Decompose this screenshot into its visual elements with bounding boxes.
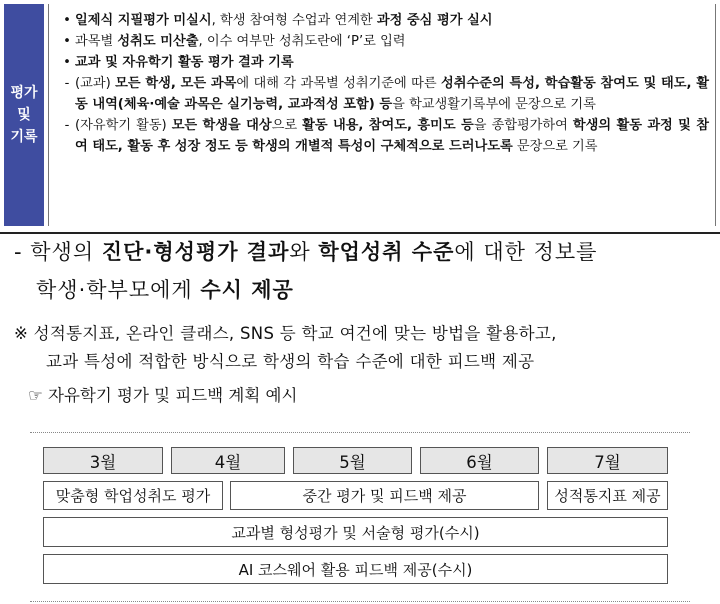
section-bullets [59,10,709,157]
text-run: 진단·형성평가 결과 [101,240,290,264]
text-run: (자유학기 활동) [75,118,172,133]
info-line-2 [14,274,714,306]
item-text [75,115,709,157]
text-run: 에 대한 정보를 [454,240,598,264]
dash-marker: - [64,76,70,91]
sub-item [59,115,709,157]
month-june: 6월 [420,447,539,474]
text-run: 학생의 활동 과정 및 참여 태도, 활동 후 성장 정도 등 학생의 개별적 특성이 구체적으로 드러나도록 [75,118,710,154]
text-run: 수시 제공 [200,278,294,302]
ai-courseware-bar: AI 코스웨어 활용 피드백 제공(수시) [43,554,668,584]
item-text [75,31,709,52]
text-run: 교과 및 자유학기 활동 평가 결과 기록 [75,55,294,70]
bullet-item [59,31,709,52]
text-run: 성취수준의 특성, 학습활동 참여도 및 태도, 활동 내역(체육·예술 과목은 실기능력, 교과적성 포함) 등 [75,76,709,112]
formative-eval-bar: 교과별 형성평가 및 서술형 평가(수시) [43,517,668,547]
text-run: (교과) [75,76,116,91]
text-run: 학업성취 수준 [318,240,455,264]
bullet-item [59,10,709,31]
item-text [75,10,709,31]
plan-diagram [30,432,690,602]
example-heading: ☞ 자유학기 평가 및 피드백 계획 예시 [28,386,298,405]
text-run: 으로 [271,118,303,133]
note-line-1: ※ 성적통지표, 온라인 클래스, SNS 등 학교 여건에 맞는 방법을 활용하고, [14,324,557,343]
text-run: 와 [289,240,319,264]
info-line-1 [14,236,714,268]
bullet-marker: • [63,34,71,49]
bullet-marker: • [63,55,71,70]
item-text [75,52,709,73]
sub-item [59,73,709,115]
text-run: 과목별 [75,34,118,49]
bullet-marker: • [63,13,71,28]
text-run: , 학생 참여형 수업과 연계한 [211,13,377,28]
text-run: 모든 학생을 대상 [171,118,272,133]
text-run: 활동 내용, 참여도, 흥미도 등 [302,118,474,133]
text-run: 학생·학부모에게 [36,278,201,302]
side-label-line: 평가 [10,85,38,101]
evaluation-record-table [2,2,718,228]
text-run: 을 학교생활기록부에 문장으로 기록 [392,97,596,112]
month-july: 7월 [547,447,668,474]
report-card: 성적통지표 제공 [547,481,668,510]
month-march: 3월 [43,447,163,474]
item-text [75,73,709,115]
text-run: 일제식 지필평가 미실시 [75,13,212,28]
text-run: , 이수 여부만 성취도란에 ‘P’로 입력 [198,34,406,49]
section-side-label [4,4,44,226]
note-line-2: 교과 특성에 적합한 방식으로 학생의 학습 수준에 대한 피드백 제공 [46,352,535,371]
month-april: 4월 [171,447,285,474]
main-text-block [14,236,714,410]
midterm-feedback: 중간 평가 및 피드백 제공 [230,481,539,510]
section-divider [0,232,720,234]
text-run: 문장으로 기록 [512,139,598,154]
custom-achievement-eval: 맞춤형 학업성취도 평가 [43,481,223,510]
text-run: 성취도 미산출 [117,34,199,49]
dash-marker: - [64,118,70,133]
text-run: 과정 중심 평가 실시 [376,13,493,28]
text-run: 모든 학생, 모든 과목 [115,76,237,91]
text-run: 을 종합평가하여 [473,118,573,133]
text-run: - 학생의 [14,240,102,264]
text-run: 에 대해 각 과목별 성취기준에 따른 [236,76,442,91]
bullet-item [59,52,709,73]
side-label-line: 기록 [10,129,38,145]
month-may: 5월 [293,447,412,474]
section-content-box [48,4,716,226]
side-label-line: 및 [17,107,31,123]
